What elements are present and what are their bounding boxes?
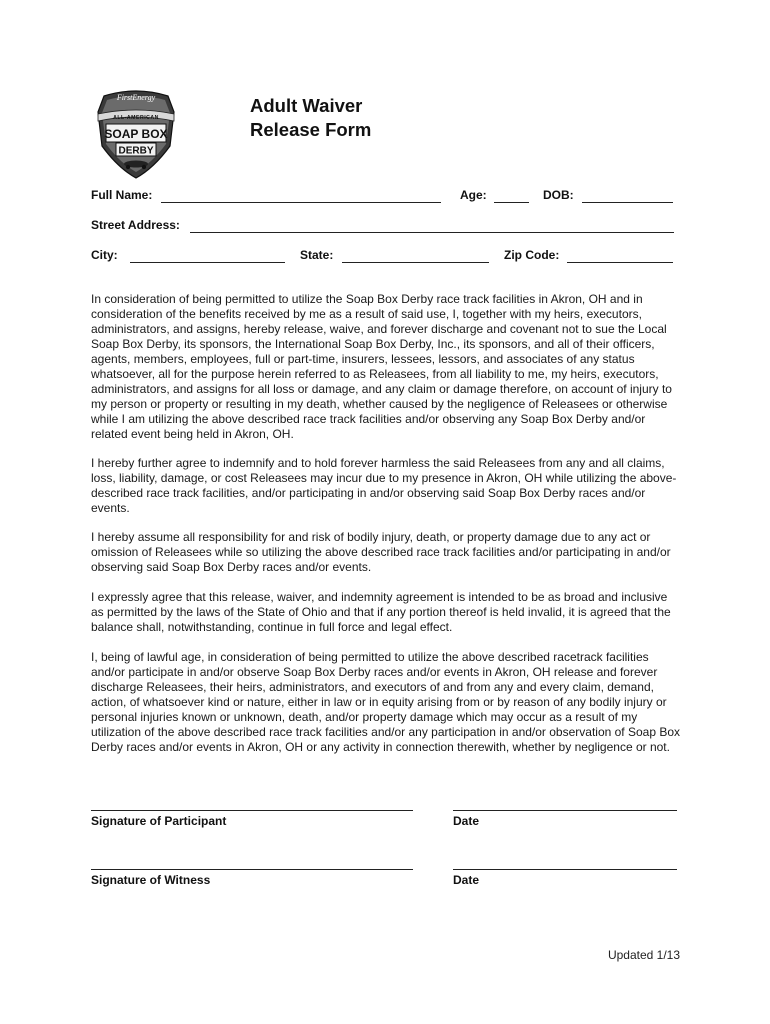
release-paragraph: In consideration of being permitted to utilize the Soap Box Derby race track facilities in Akron, OH and in consideration of the benefits received by me as a result of said use, I, together with my heirs, executors, administrators, and assigns, hereby release, waive, and forever discharge and covenant not to sue the Local Soap Box Derby, its sponsors, the International Soap Box Derby, Inc., its sponsors, and all of their officers, agents, members, employees, full or part-time, insurers, lessees, lessors, and associates of any status whatsoever, all for the purpose herein referred to as Releasees, from all liability to me, my heirs, executors, administrators, and assigns for all loss or damage, and any claim or damage therefore, on account of injury to my person or property or resulting in my death, whether caused by the negligence of Releasees or otherwise while I am utilizing the above described race track facilities and/or observing any Soap Box Derby and/or related event being held in Akron, OH. (91, 292, 672, 441)
logo-arc-text: ALL-AMERICAN (113, 115, 159, 121)
age-field[interactable] (494, 202, 529, 203)
dob-label: DOB: (543, 188, 574, 202)
lawful-age-paragraph: I, being of lawful age, in consideration of being permitted to utilize the above described racetrack facilities and/or participate in and/or observe Soap Box Derby races and/or events in Akron, OH release and forever discharge Releasees, their heirs, administrators, and executors of and from any and every claim, demand, action, of whatsoever kind or nature, either in law or in equity arising from or by reason of any bodily injury or personal injuries known or unknown, death, and/or property damage which may occur as a result of my utilization of the above described race track facilities and/or any participation in and/or observation of Soap Box Derby races and/or events in Akron, OH or any activity in connection therewith, whether by negligence or not. (91, 650, 681, 754)
updated-date: Updated 1/13 (607, 948, 680, 962)
street-address-field[interactable] (190, 232, 674, 233)
full-name-label: Full Name: (91, 188, 153, 202)
participant-signature-label: Signature of Participant (91, 814, 227, 828)
zip-code-label: Zip Code: (504, 248, 560, 262)
witness-signature-field[interactable] (91, 869, 413, 870)
soap-box-derby-logo (94, 88, 178, 180)
state-field[interactable] (342, 262, 489, 263)
witness-signature-label: Signature of Witness (91, 873, 211, 887)
date-field-2[interactable] (453, 869, 677, 870)
dob-field[interactable] (582, 202, 673, 203)
title-line-1: Adult Waiver (250, 95, 363, 116)
date-label-2: Date (453, 873, 480, 887)
participant-signature-field[interactable] (91, 810, 413, 811)
zip-code-field[interactable] (567, 262, 673, 263)
full-name-field[interactable] (161, 202, 441, 203)
city-field[interactable] (130, 262, 285, 263)
logo-main-text-1: SOAP BOX (104, 127, 168, 141)
street-address-label: Street Address: (91, 218, 180, 232)
city-label: City: (91, 248, 118, 262)
title-line-2: Release Form (250, 119, 372, 140)
agreement-scope-paragraph: I expressly agree that this release, waiver, and indemnity agreement is intended to be as broad and inclusive as permitted by the laws of the State of Ohio and that if any portion thereof is held invalid, it is agreed that the balance shall, notwithstanding, continue in full force and legal effect. (91, 590, 671, 634)
indemnify-paragraph: I hereby further agree to indemnify and to hold forever harmless the said Releasees from any and all claims, loss, liability, damage, or cost Releasees may incur due to my presence in Akron, OH while utilizing the above-described race track facilities, and/or participating in and/or observing said Soap Box Derby races and/or events. (91, 456, 677, 515)
age-label: Age: (460, 188, 487, 202)
date-label-1: Date (453, 814, 480, 828)
form-title (250, 94, 371, 142)
state-label: State: (300, 248, 334, 262)
date-field-1[interactable] (453, 810, 677, 811)
assume-risk-paragraph: I hereby assume all responsibility for and risk of bodily injury, death, or property damage due to any act or omission of Releasees while so utilizing the above described race track facilities and/or participating in and/or observing said Soap Box Derby races and/or events. (91, 530, 671, 574)
logo-main-text-2: DERBY (118, 145, 154, 157)
logo-brand-text: FirstEnergy (116, 93, 156, 102)
